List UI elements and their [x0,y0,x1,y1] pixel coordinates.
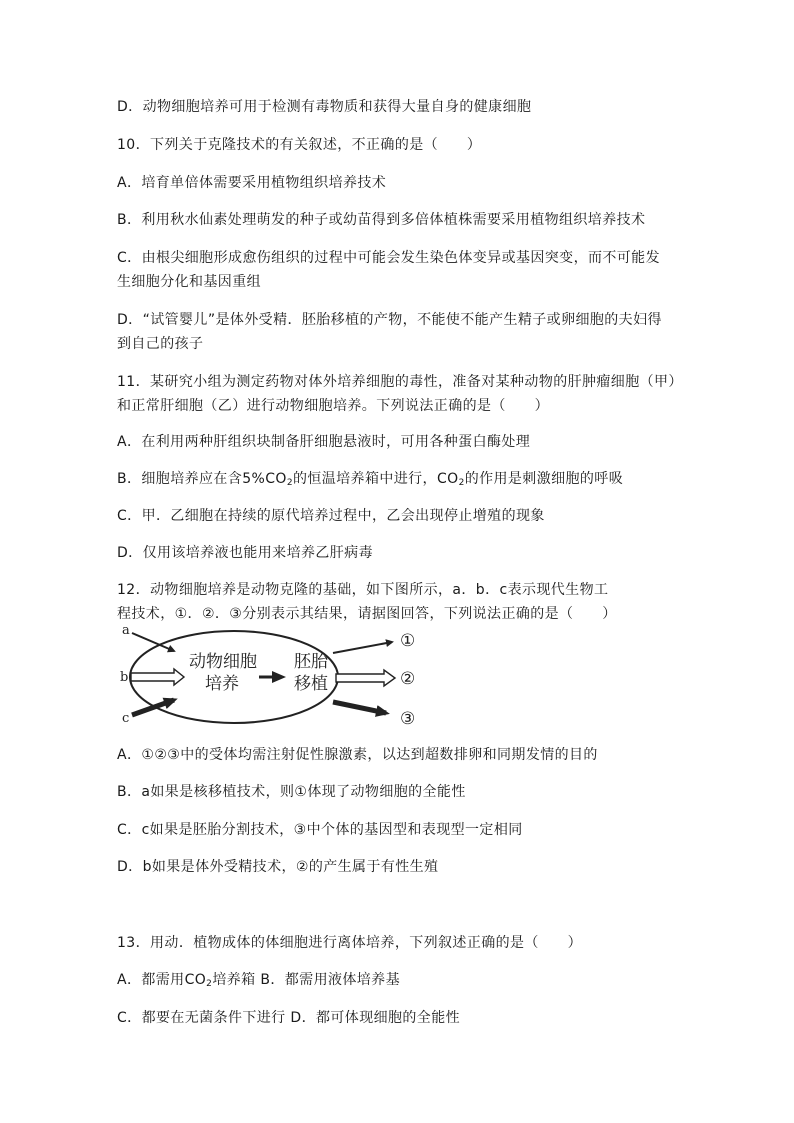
arrow-out-3 [333,702,386,713]
q10-option-b: B．利用秋水仙素处理萌发的种子或幼苗得到多倍体植株需要采用植物组织培养技术 [117,212,646,228]
q10-option-c-line1: C．由根尖细胞形成愈伤组织的过程中可能会发生染色体变异或基因突变，而不可能发 [117,250,660,266]
input-b-label: b [120,670,129,685]
q10-option-d-line1: D．“试管婴儿”是体外受精．胚胎移植的产物，不能使不能产生精子或卵细胞的夫妇得 [117,312,662,328]
q11-b-text-3: 的作用是刺激细胞的呼吸 [464,471,624,487]
q12-option-d: D．b如果是体外受精技术，②的产生属于有性生殖 [117,859,439,875]
q12-stem-line1: 12．动物细胞培养是动物克隆的基础，如下图所示，a．b．c表示现代生物工 [117,582,609,598]
q13-options-cd: C．都要在无菌条件下进行 D．都可体现细胞的全能性 [117,1010,461,1026]
box1-label-line1: 动物细胞 [189,652,257,672]
box2-label-line2: 移植 [294,674,328,694]
q11-b-text-2: 的恒温培养箱中进行，CO [292,471,459,487]
output-1-label: ① [400,631,416,651]
q10-stem: 10．下列关于克隆技术的有关叙述，不正确的是（ ） [117,137,482,153]
q13-stem: 13．用动．植物成体的体细胞进行离体培养，下列叙述正确的是（ ） [117,935,583,951]
q13-ab-text-1: A．都需用CO [117,972,207,988]
q11-option-c: C．甲．乙细胞在持续的原代培养过程中，乙会出现停止增殖的现象 [117,508,545,524]
q13-ab-subscript: 2 [206,979,213,989]
q10-option-a: A．培育单倍体需要采用植物组织培养技术 [117,175,387,191]
box2-label-line1: 胚胎 [294,652,328,672]
cloning-process-diagram [118,623,428,731]
input-a-label: a [122,623,130,638]
arrow-out-2 [336,670,395,686]
q12-option-b: B．a如果是核移植技术，则①体现了动物细胞的全能性 [117,784,466,800]
output-3-label: ③ [400,709,416,729]
q13-ab-text-2: 培养箱 B．都需用液体培养基 [212,972,400,988]
arrow-out-1 [333,642,392,653]
q12-option-c: C．c如果是胚胎分割技术，③中个体的基因型和表现型一定相同 [117,822,523,838]
q11-b-subscript-1: 2 [286,478,293,488]
q13-options-ab [117,970,400,990]
q12-option-a: A．①②③中的受体均需注射促性腺激素，以达到超数排卵和同期发情的目的 [117,747,598,763]
q12-stem-line2: 程技术，①．②．③分别表示其结果，请据图回答，下列说法正确的是（ ） [117,606,617,622]
q11-option-b [117,469,623,489]
q10-option-c-line2: 生细胞分化和基因重组 [117,274,261,290]
q10-option-d-line2: 到自己的孩子 [117,336,204,352]
q11-stem-line1: 11．某研究小组为测定药物对体外培养细胞的毒性，准备对某种动物的肝肿瘤细胞（甲） [117,374,683,390]
q11-b-subscript-2: 2 [458,478,465,488]
q11-option-d: D．仅用该培养液也能用来培养乙肝病毒 [117,545,373,561]
q9-option-d: D．动物细胞培养可用于检测有毒物质和获得大量自身的健康细胞 [117,99,532,115]
q11-b-text-1: B．细胞培养应在含5%CO [117,471,287,487]
output-2-label: ② [400,669,416,689]
q11-stem-line2: 和正常肝细胞（乙）进行动物细胞培养。下列说法正确的是（ ） [117,398,549,414]
input-c-label: c [122,711,130,726]
box1-label-line2: 培养 [205,674,239,694]
q11-option-a: A．在利用两种肝组织块制备肝细胞悬液时，可用各种蛋白酶处理 [117,434,531,450]
